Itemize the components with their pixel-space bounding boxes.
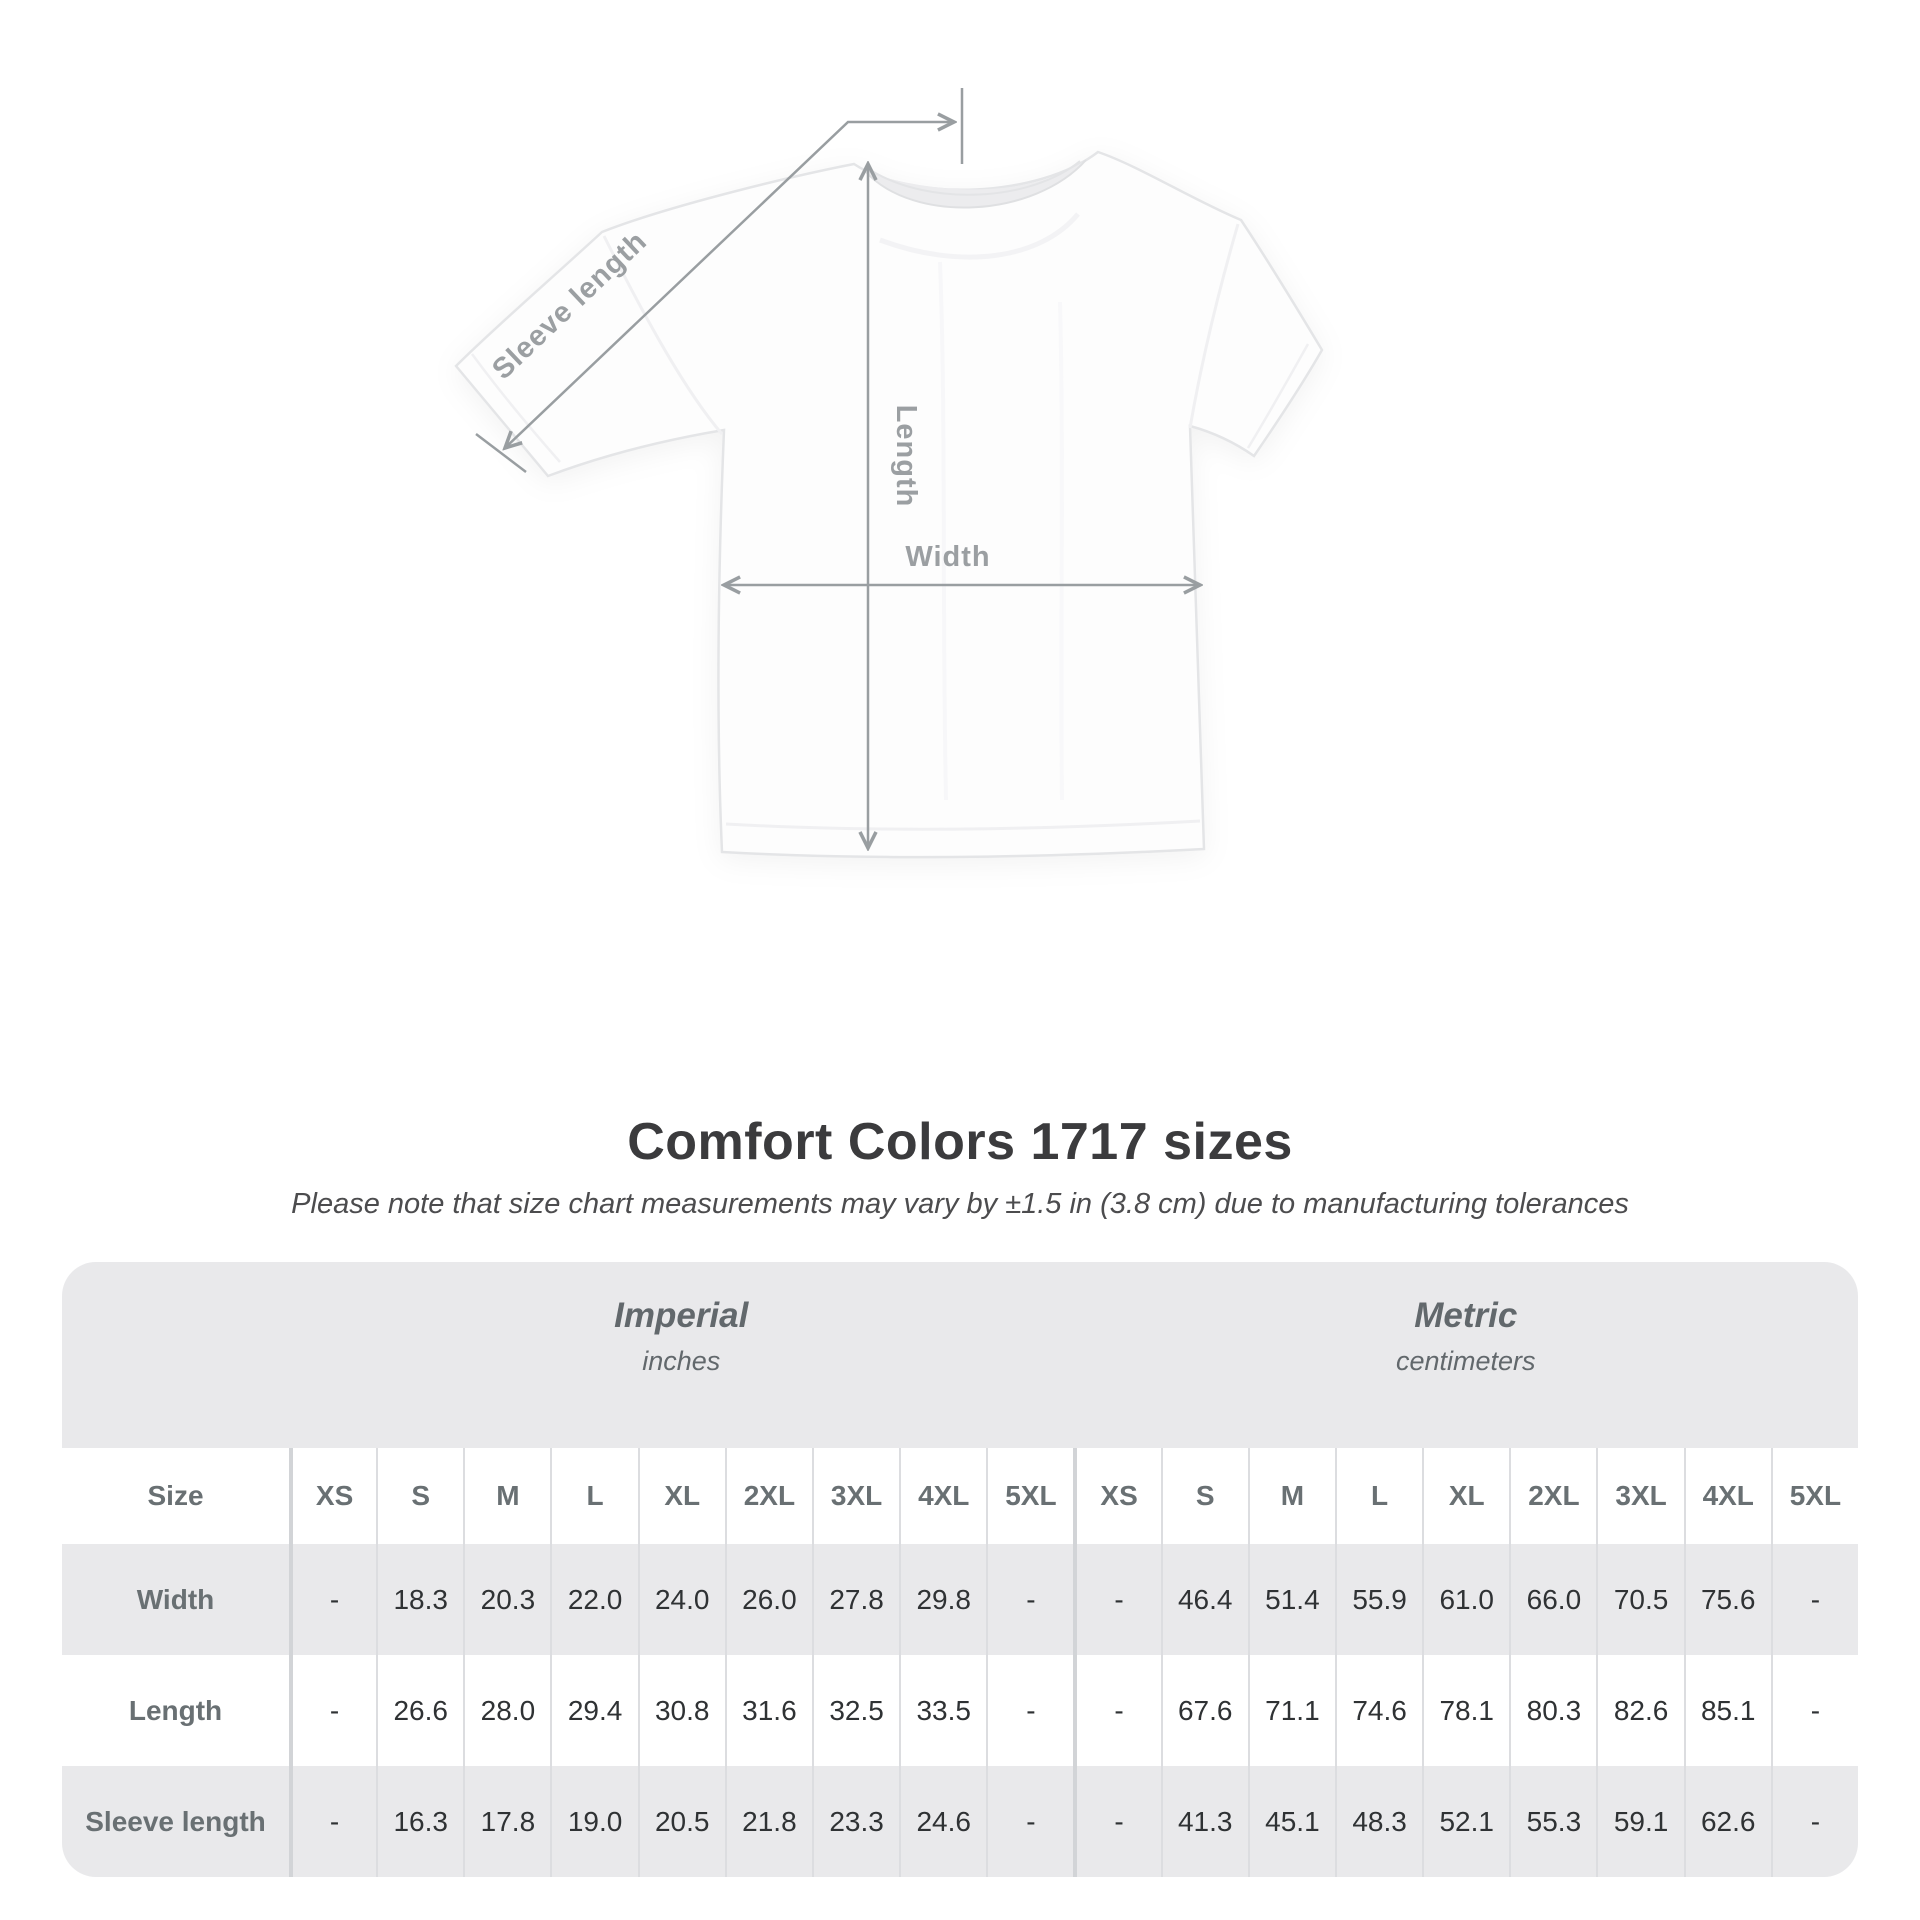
table-row-length [62, 1655, 1858, 1766]
width-imp-l: 22.0 [550, 1544, 637, 1655]
length-imp-m: 28.0 [463, 1655, 550, 1766]
width-met-2xl: 66.0 [1509, 1544, 1596, 1655]
col-header-met-xs: XS [1073, 1448, 1160, 1544]
length-met-3xl: 82.6 [1596, 1655, 1683, 1766]
size-table [62, 1262, 1858, 1877]
col-header-met-5xl: 5XL [1771, 1448, 1858, 1544]
sleeve-met-m: 45.1 [1248, 1766, 1335, 1877]
sleeve-imp-s: 16.3 [376, 1766, 463, 1877]
sleeve-met-s: 41.3 [1161, 1766, 1248, 1877]
col-header-met-3xl: 3XL [1596, 1448, 1683, 1544]
sleeve-imp-l: 19.0 [550, 1766, 637, 1877]
length-met-m: 71.1 [1248, 1655, 1335, 1766]
col-header-imp-xl: XL [638, 1448, 725, 1544]
sleeve-imp-2xl: 21.8 [725, 1766, 812, 1877]
col-header-met-4xl: 4XL [1684, 1448, 1771, 1544]
imperial-title: Imperial [614, 1296, 749, 1335]
row-label-sleeve-length: Sleeve length [85, 1805, 266, 1837]
col-header-met-2xl: 2XL [1509, 1448, 1596, 1544]
length-imp-xl: 30.8 [638, 1655, 725, 1766]
col-header-met-m: M [1248, 1448, 1335, 1544]
width-imp-4xl: 29.8 [899, 1544, 986, 1655]
length-met-2xl: 80.3 [1509, 1655, 1596, 1766]
sleeve-imp-5xl: - [986, 1766, 1073, 1877]
tolerance-note: Please note that size chart measurements may vary by ±1.5 in (3.8 cm) due to manufacturing tolerances [291, 1188, 1629, 1220]
width-imp-s: 18.3 [376, 1544, 463, 1655]
title-block [0, 1112, 1920, 1221]
width-met-3xl: 70.5 [1596, 1544, 1683, 1655]
length-imp-2xl: 31.6 [725, 1655, 812, 1766]
width-met-m: 51.4 [1248, 1544, 1335, 1655]
sleeve-imp-m: 17.8 [463, 1766, 550, 1877]
width-met-5xl: - [1771, 1544, 1858, 1655]
width-label: Width [905, 541, 991, 573]
sleeve-met-2xl: 55.3 [1509, 1766, 1596, 1877]
width-met-s: 46.4 [1161, 1544, 1248, 1655]
sleeve-imp-xs: - [289, 1766, 376, 1877]
col-header-met-s: S [1161, 1448, 1248, 1544]
col-header-met-xl: XL [1422, 1448, 1509, 1544]
sleeve-imp-4xl: 24.6 [899, 1766, 986, 1877]
unit-band [62, 1262, 1858, 1448]
width-imp-5xl: - [986, 1544, 1073, 1655]
length-imp-3xl: 32.5 [812, 1655, 899, 1766]
width-imp-xs: - [289, 1544, 376, 1655]
col-header-imp-xs: XS [289, 1448, 376, 1544]
size-header-row [62, 1448, 1858, 1544]
table-row-sleeve-length [62, 1766, 1858, 1877]
imperial-unit: inches [642, 1346, 721, 1376]
col-header-imp-3xl: 3XL [812, 1448, 899, 1544]
length-imp-l: 29.4 [550, 1655, 637, 1766]
length-met-s: 67.6 [1161, 1655, 1248, 1766]
sleeve-met-5xl: - [1771, 1766, 1858, 1877]
length-imp-s: 26.6 [376, 1655, 463, 1766]
metric-group-header [1074, 1262, 1859, 1448]
width-imp-2xl: 26.0 [725, 1544, 812, 1655]
metric-title: Metric [1414, 1296, 1518, 1335]
tshirt-shape [456, 152, 1322, 857]
metric-unit: centimeters [1395, 1346, 1536, 1376]
col-header-imp-s: S [376, 1448, 463, 1544]
width-imp-m: 20.3 [463, 1544, 550, 1655]
width-imp-xl: 24.0 [638, 1544, 725, 1655]
length-imp-5xl: - [986, 1655, 1073, 1766]
sleeve-met-xl: 52.1 [1422, 1766, 1509, 1877]
imperial-group-header [289, 1262, 1074, 1448]
page-title: Comfort Colors 1717 sizes [627, 1113, 1293, 1171]
width-met-xs: - [1073, 1544, 1160, 1655]
length-imp-xs: - [289, 1655, 376, 1766]
sleeve-met-l: 48.3 [1335, 1766, 1422, 1877]
width-met-4xl: 75.6 [1684, 1544, 1771, 1655]
width-met-xl: 61.0 [1422, 1544, 1509, 1655]
col-header-imp-l: L [550, 1448, 637, 1544]
col-header-met-l: L [1335, 1448, 1422, 1544]
row-label-length: Length [128, 1694, 223, 1726]
sleeve-met-4xl: 62.6 [1684, 1766, 1771, 1877]
sleeve-imp-3xl: 23.3 [812, 1766, 899, 1877]
sleeve-met-3xl: 59.1 [1596, 1766, 1683, 1877]
row-label-width: Width [136, 1583, 215, 1615]
length-imp-4xl: 33.5 [899, 1655, 986, 1766]
length-met-5xl: - [1771, 1655, 1858, 1766]
size-column-header: Size [147, 1480, 204, 1511]
col-header-imp-4xl: 4XL [899, 1448, 986, 1544]
table-row-width [62, 1544, 1858, 1655]
sleeve-imp-xl: 20.5 [638, 1766, 725, 1877]
sleeve-met-xs: - [1073, 1766, 1160, 1877]
length-met-xs: - [1073, 1655, 1160, 1766]
length-label: Length [890, 404, 922, 508]
width-imp-3xl: 27.8 [812, 1544, 899, 1655]
width-met-l: 55.9 [1335, 1544, 1422, 1655]
col-header-imp-2xl: 2XL [725, 1448, 812, 1544]
col-header-imp-m: M [463, 1448, 550, 1544]
unit-band-spacer [62, 1262, 289, 1448]
length-met-xl: 78.1 [1422, 1655, 1509, 1766]
length-met-l: 74.6 [1335, 1655, 1422, 1766]
col-header-imp-5xl: 5XL [986, 1448, 1073, 1544]
sleeve-length-label: Sleeve length [486, 225, 654, 386]
length-met-4xl: 85.1 [1684, 1655, 1771, 1766]
